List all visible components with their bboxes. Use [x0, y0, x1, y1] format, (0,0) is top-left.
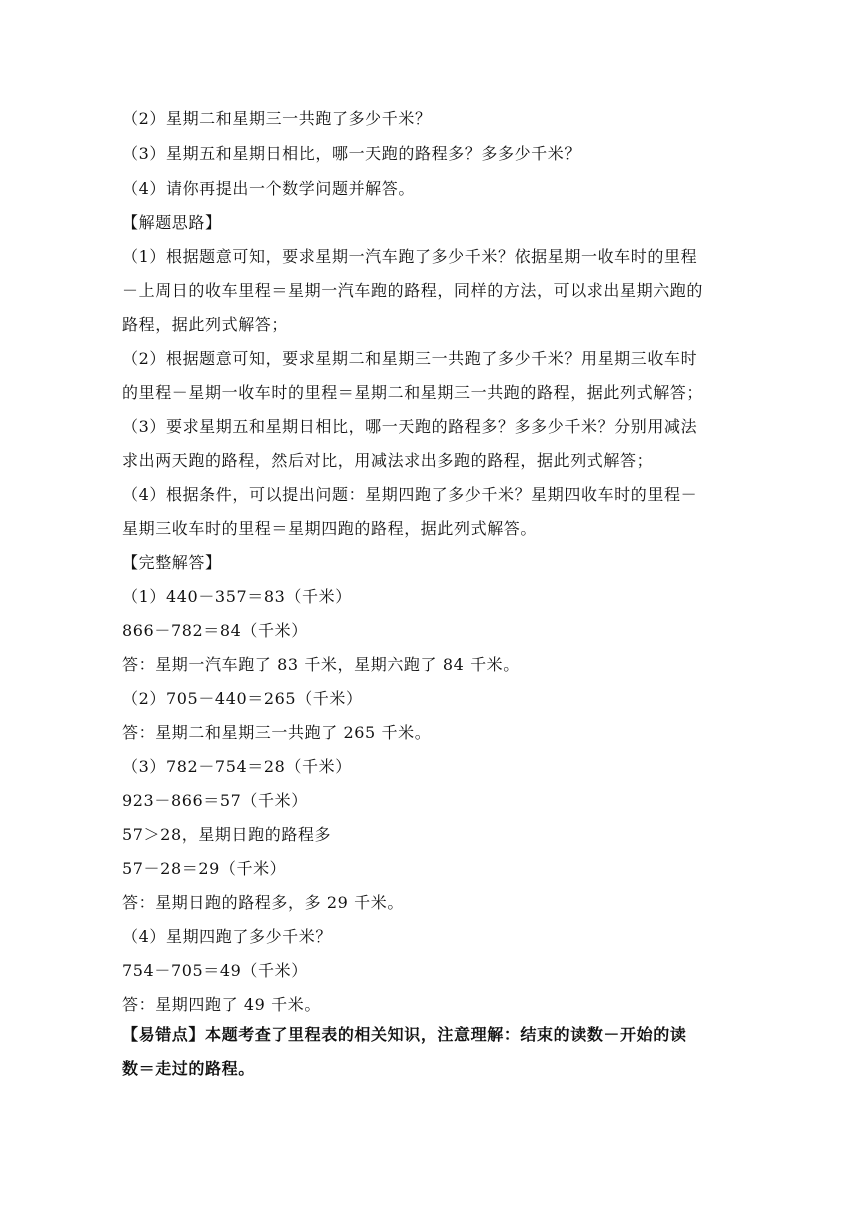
answer-line: （4）星期四跑了多少千米？	[122, 927, 332, 946]
approach-p4-line2: 星期三收车时的里程＝星期四跑的路程，据此列式解答。	[122, 519, 538, 538]
approach-p1-line3: 路程，据此列式解答；	[122, 315, 289, 334]
question-4: （4）请你再提出一个数学问题并解答。	[122, 179, 415, 198]
answer-line: （1）440－357＝83（千米）	[122, 587, 352, 606]
pitfall-text: 本题考查了里程表的相关知识，注意理解：结束的读数－开始的读	[205, 1025, 687, 1044]
approach-p1-line2: －上周日的收车里程＝星期一汽车跑的路程，同样的方法，可以求出星期六跑的	[122, 281, 704, 300]
approach-p3-line1: （3）要求星期五和星期日相比，哪一天跑的路程多？多多少千米？分别用减法	[122, 417, 698, 436]
approach-p4-line1: （4）根据条件，可以提出问题：星期四跑了多少千米？星期四收车时的里程－	[122, 485, 698, 504]
pitfall-line1	[122, 1024, 742, 1046]
answer-line: 57－28＝29（千米）	[122, 859, 287, 878]
pitfall-line2: 数＝走过的路程。	[122, 1059, 255, 1078]
answer-line: 答：星期一汽车跑了 83 千米，星期六跑了 84 千米。	[122, 655, 520, 674]
question-3: （3）星期五和星期日相比，哪一天跑的路程多？多多少千米？	[122, 144, 581, 163]
answer-line: 866－782＝84（千米）	[122, 621, 308, 640]
approach-p1-line1: （1）根据题意可知，要求星期一汽车跑了多少千米？依据星期一收车时的里程	[122, 247, 698, 266]
answer-line: （2）705－440＝265（千米）	[122, 689, 363, 708]
answer-line: 答：星期四跑了 49 千米。	[122, 995, 321, 1014]
approach-p2-line1: （2）根据题意可知，要求星期二和星期三一共跑了多少千米？用星期三收车时	[122, 349, 698, 368]
answer-line: 923－866＝57（千米）	[122, 791, 308, 810]
answer-line: 答：星期日跑的路程多，多 29 千米。	[122, 893, 404, 912]
answer-line: （3）782－754＝28（千米）	[122, 757, 352, 776]
approach-heading: 【解题思路】	[122, 213, 222, 232]
answer-heading: 【完整解答】	[122, 553, 222, 572]
approach-p3-line2: 求出两天跑的路程，然后对比，用减法求出多跑的路程，据此列式解答；	[122, 451, 654, 470]
answer-line: 答：星期二和星期三一共跑了 265 千米。	[122, 723, 432, 742]
question-2: （2）星期二和星期三一共跑了多少千米？	[122, 109, 432, 128]
approach-p2-line2: 的里程－星期一收车时的里程＝星期二和星期三一共跑的路程，据此列式解答；	[122, 383, 704, 402]
pitfall-label: 【易错点】	[122, 1025, 206, 1044]
answer-line: 57＞28，星期日跑的路程多	[122, 825, 332, 844]
answer-line: 754－705＝49（千米）	[122, 961, 308, 980]
